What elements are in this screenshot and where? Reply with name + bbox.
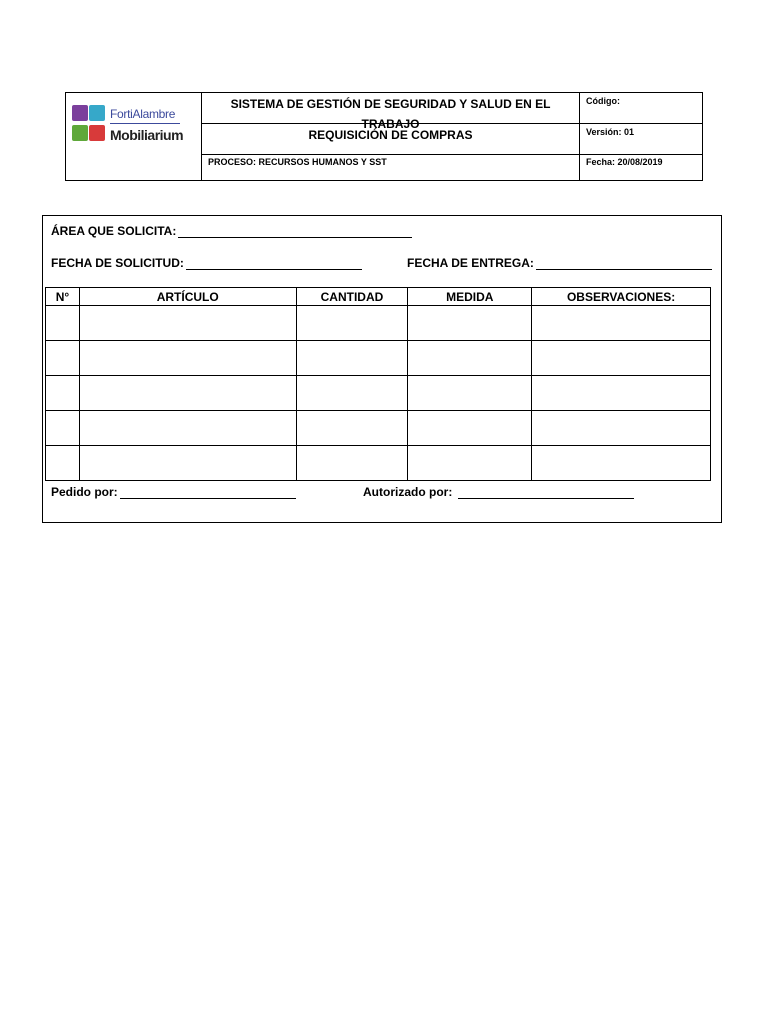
table-row <box>46 411 711 446</box>
ordered-by-field <box>51 485 296 499</box>
table-cell-number[interactable] <box>46 446 80 481</box>
column-header-observations: OBSERVACIONES: <box>532 288 711 306</box>
items-table <box>45 287 711 481</box>
table-cell-quantity[interactable] <box>296 446 408 481</box>
table-cell-measure[interactable] <box>408 341 532 376</box>
table-cell-quantity[interactable] <box>296 376 408 411</box>
table-cell-article[interactable] <box>79 446 296 481</box>
logo-tile-icon <box>89 105 105 121</box>
logo-brand-bottom: Mobiliarium <box>110 127 184 143</box>
table-cell-quantity[interactable] <box>296 306 408 341</box>
table-header-row <box>46 288 711 306</box>
request-date-input-line[interactable] <box>186 257 362 270</box>
date-label: Fecha: 20/08/2019 <box>586 157 663 167</box>
authorized-by-input-line[interactable] <box>458 486 634 499</box>
logo-tile-icon <box>72 125 88 141</box>
table-cell-observations[interactable] <box>532 376 711 411</box>
logo-divider <box>110 123 180 124</box>
header-title-column <box>202 93 580 180</box>
table-cell-observations[interactable] <box>532 306 711 341</box>
table-cell-measure[interactable] <box>408 411 532 446</box>
authorized-by-label: Autorizado por: <box>363 485 453 499</box>
delivery-date-input-line[interactable] <box>536 257 712 270</box>
requisition-form <box>42 215 722 523</box>
table-cell-observations[interactable] <box>532 341 711 376</box>
document-header <box>65 92 703 181</box>
table-cell-number[interactable] <box>46 411 80 446</box>
logo-brand-top: FortiAlambre <box>110 107 176 121</box>
column-header-measure: MEDIDA <box>408 288 532 306</box>
table-cell-article[interactable] <box>79 341 296 376</box>
ordered-by-input-line[interactable] <box>120 486 296 499</box>
code-label: Código: <box>580 93 702 124</box>
table-cell-number[interactable] <box>46 306 80 341</box>
table-row <box>46 446 711 481</box>
table-cell-measure[interactable] <box>408 446 532 481</box>
table-cell-quantity[interactable] <box>296 341 408 376</box>
document-title: REQUISICIÓN DE COMPRAS <box>202 124 579 155</box>
authorized-by-field <box>363 485 634 499</box>
delivery-date-label: FECHA DE ENTREGA: <box>407 256 534 270</box>
table-cell-article[interactable] <box>79 376 296 411</box>
table-cell-article[interactable] <box>79 306 296 341</box>
table-cell-observations[interactable] <box>532 446 711 481</box>
column-header-article: ARTÍCULO <box>79 288 296 306</box>
request-date-label: FECHA DE SOLICITUD: <box>51 256 184 270</box>
delivery-date-field <box>407 256 712 270</box>
header-meta-column <box>580 93 702 180</box>
ordered-by-label: Pedido por: <box>51 485 118 499</box>
logo-tile-icon <box>72 105 88 121</box>
area-field <box>51 224 412 238</box>
request-date-field <box>51 256 362 270</box>
table-cell-number[interactable] <box>46 341 80 376</box>
logo-tile-icon <box>89 125 105 141</box>
table-row <box>46 306 711 341</box>
system-title: SISTEMA DE GESTIÓN DE SEGURIDAD Y SALUD EN EL TRABAJO <box>202 93 579 124</box>
table-row <box>46 341 711 376</box>
table-cell-measure[interactable] <box>408 376 532 411</box>
table-cell-article[interactable] <box>79 411 296 446</box>
process-label: PROCESO: RECURSOS HUMANOS Y SST <box>208 157 387 167</box>
logo-cell <box>66 93 202 180</box>
column-header-number: N° <box>46 288 80 306</box>
table-cell-quantity[interactable] <box>296 411 408 446</box>
table-cell-measure[interactable] <box>408 306 532 341</box>
version-label: Versión: 01 <box>580 124 702 155</box>
table-cell-number[interactable] <box>46 376 80 411</box>
table-row <box>46 376 711 411</box>
area-label: ÁREA QUE SOLICITA: <box>51 224 177 238</box>
column-header-quantity: CANTIDAD <box>296 288 408 306</box>
area-input-line[interactable] <box>178 225 412 238</box>
company-logo <box>72 103 196 169</box>
table-cell-observations[interactable] <box>532 411 711 446</box>
